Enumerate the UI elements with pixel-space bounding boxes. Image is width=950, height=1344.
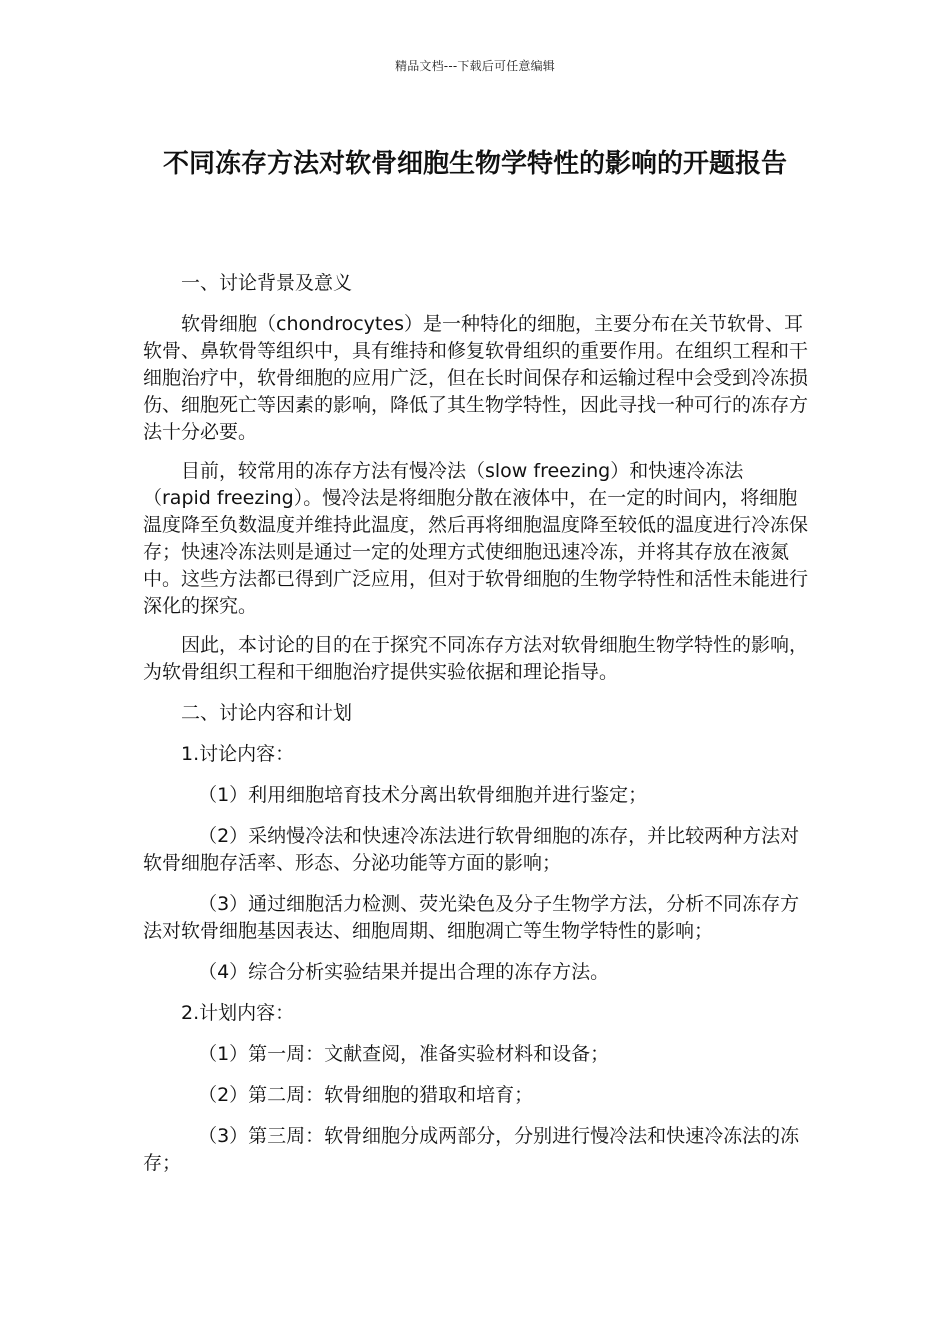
paragraph-background-intro: 软骨细胞（chondrocytes）是一种特化的细胞，主要分布在关节软骨、耳软骨、鼻软骨等组织中，具有维持和修复软骨组织的重要作用。在组织工程和干细胞治疗中，软骨细胞的应用广泛，但在长时间保存和运输过程中会受到冷冻损伤、细胞死亡等因素的影响，降低了其生物学特性，因此寻找一种可行的冻存方法十分必要。 xyxy=(143,313,809,443)
list-item-plan-1: （1）第一周：文献查阅，准备实验材料和设备； xyxy=(198,1043,610,1065)
list-item-content-4: （4）综合分析实验结果并提出合理的冻存方法。 xyxy=(198,961,610,983)
section-heading-content-plan: 二、讨论内容和计划 xyxy=(181,702,353,724)
section-heading-background: 一、讨论背景及意义 xyxy=(181,272,353,294)
document-title: 不同冻存方法对软骨细胞生物学特性的影响的开题报告 xyxy=(162,149,787,179)
list-item-content-1: （1）利用细胞培育技术分离出软骨细胞并进行鉴定； xyxy=(198,784,648,806)
list-item-plan-2: （2）第二周：软骨细胞的猎取和培育； xyxy=(198,1084,534,1106)
header-note: 精品文档---下载后可任意编辑 xyxy=(395,59,555,73)
list-item-plan-3: （3）第三周：软骨细胞分成两部分，分别进行慢冷法和快速冷冻法的冻存； xyxy=(143,1125,800,1174)
list-item-content-2: （2）采纳慢冷法和快速冷冻法进行软骨细胞的冻存，并比较两种方法对软骨细胞存活率、形态、分泌功能等方面的影响； xyxy=(143,825,800,874)
list-item-content-3: （3）通过细胞活力检测、荧光染色及分子生物学方法，分析不同冻存方法对软骨细胞基因表达、细胞周期、细胞凋亡等生物学特性的影响； xyxy=(143,893,800,942)
document-body xyxy=(143,270,809,1177)
subheading-research-content: 1.讨论内容： xyxy=(181,743,295,765)
subheading-plan-content: 2.计划内容： xyxy=(181,1002,295,1024)
paragraph-purpose: 因此，本讨论的目的在于探究不同冻存方法对软骨细胞生物学特性的影响，为软骨组织工程和干细胞治疗提供实验依据和理论指导。 xyxy=(143,634,809,683)
paragraph-freezing-methods: 目前，较常用的冻存方法有慢冷法（slow freezing）和快速冷冻法（rapid freezing）。慢冷法是将细胞分散在液体中，在一定的时间内，将细胞温度降至负数温度并维持此温度，然后再将细胞温度降至较低的温度进行冷冻保存；快速冷冻法则是通过一定的处理方式使细胞迅速冷冻，并将其存放在液氮中。这些方法都已得到广泛应用，但对于软骨细胞的生物学特性和活性未能进行深化的探究。 xyxy=(143,460,809,617)
